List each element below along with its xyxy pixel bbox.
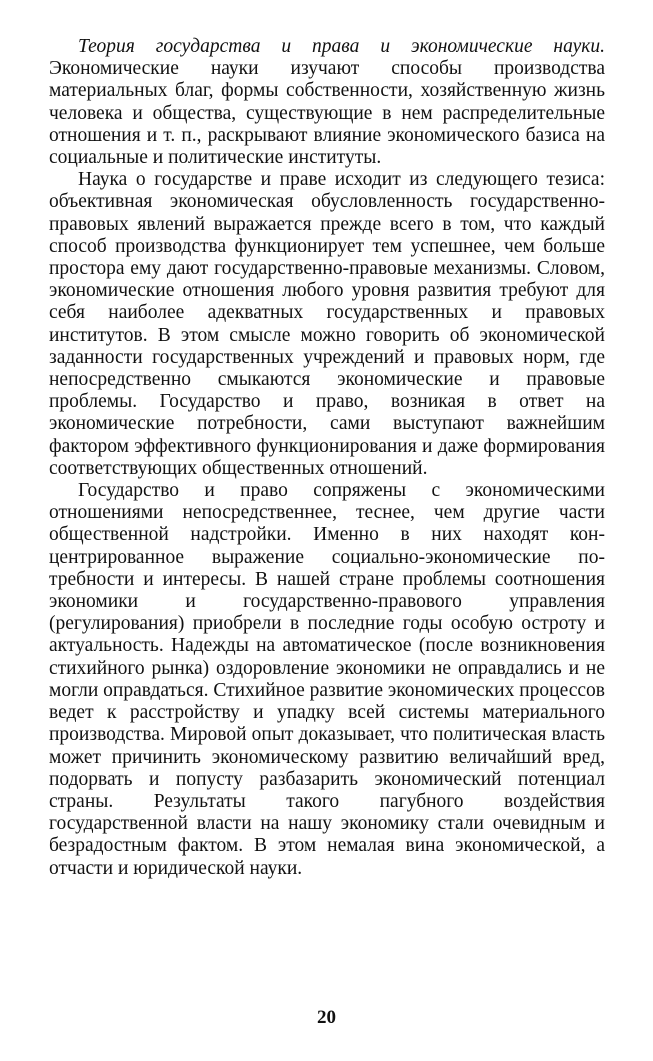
paragraph-text: Наука о государстве и праве исходит из следующего тезиса: объективная экономическая обусловленность государственно-правовых явлений выражается прежде всего в том, что каждый способ производства функционирует тем успешнее, чем больше простора ему дают государственно-правовые механизмы. Словом, экономические отношения любого уровня развития требуют для себя наиболее адекватных государственных и правовых институтов. В этом смысле можно говорить об экономической заданности государственных учреждений и правовых норм, где непосредственно смыкаются экономические и правовые проблемы. Государство и право, возникая в ответ на экономические потребности, сами выступают важнейшим фактором эффективного функционирования и даже формирования соответствующих общественных отношений. bbox=[49, 169, 605, 479]
paragraph-heading: Теория государства и права и экономические науки. bbox=[78, 36, 605, 57]
paragraph-text: Экономические науки изучают способы производства материальных благ, формы собственности, хозяйственную жизнь человека и общества, существующие в нем распределительные отношения и т. п., раскрывают влияние экономического базиса на социальные и политические институты. bbox=[49, 58, 605, 169]
paragraph-1 bbox=[49, 36, 605, 169]
paragraph-2 bbox=[49, 169, 605, 480]
page-body bbox=[49, 36, 605, 880]
page-number: 20 bbox=[317, 1007, 336, 1028]
paragraph-3 bbox=[49, 480, 605, 880]
paragraph-text: Государство и право сопряжены с экономическими отношениями непосредственнее, теснее, чем другие части общественной надстройки. Именно в них находят концентрированное выражение социально-экономические потребности и интересы. В нашей стране проблемы соотношения экономики и государственно-правового управления (регулирования) приобрели в последние годы особую остроту и актуальность. Надежды на автоматическое (после возникновения стихийного рынка) оздоровление экономики не оправдались и не могли оправдаться. Стихийное развитие экономических процессов ведет к расстройству и упадку всей системы материального производства. Мировой опыт доказывает, что политическая власть может причинить экономическому развитию величайший вред, подорвать и попусту разбазарить экономический потенциал страны. Результаты такого пагубного воздействия государственной власти на нашу экономику стали очевидным и безрадостным фактом. В этом немалая вина экономической, а отчасти и юридической науки. bbox=[49, 480, 605, 879]
